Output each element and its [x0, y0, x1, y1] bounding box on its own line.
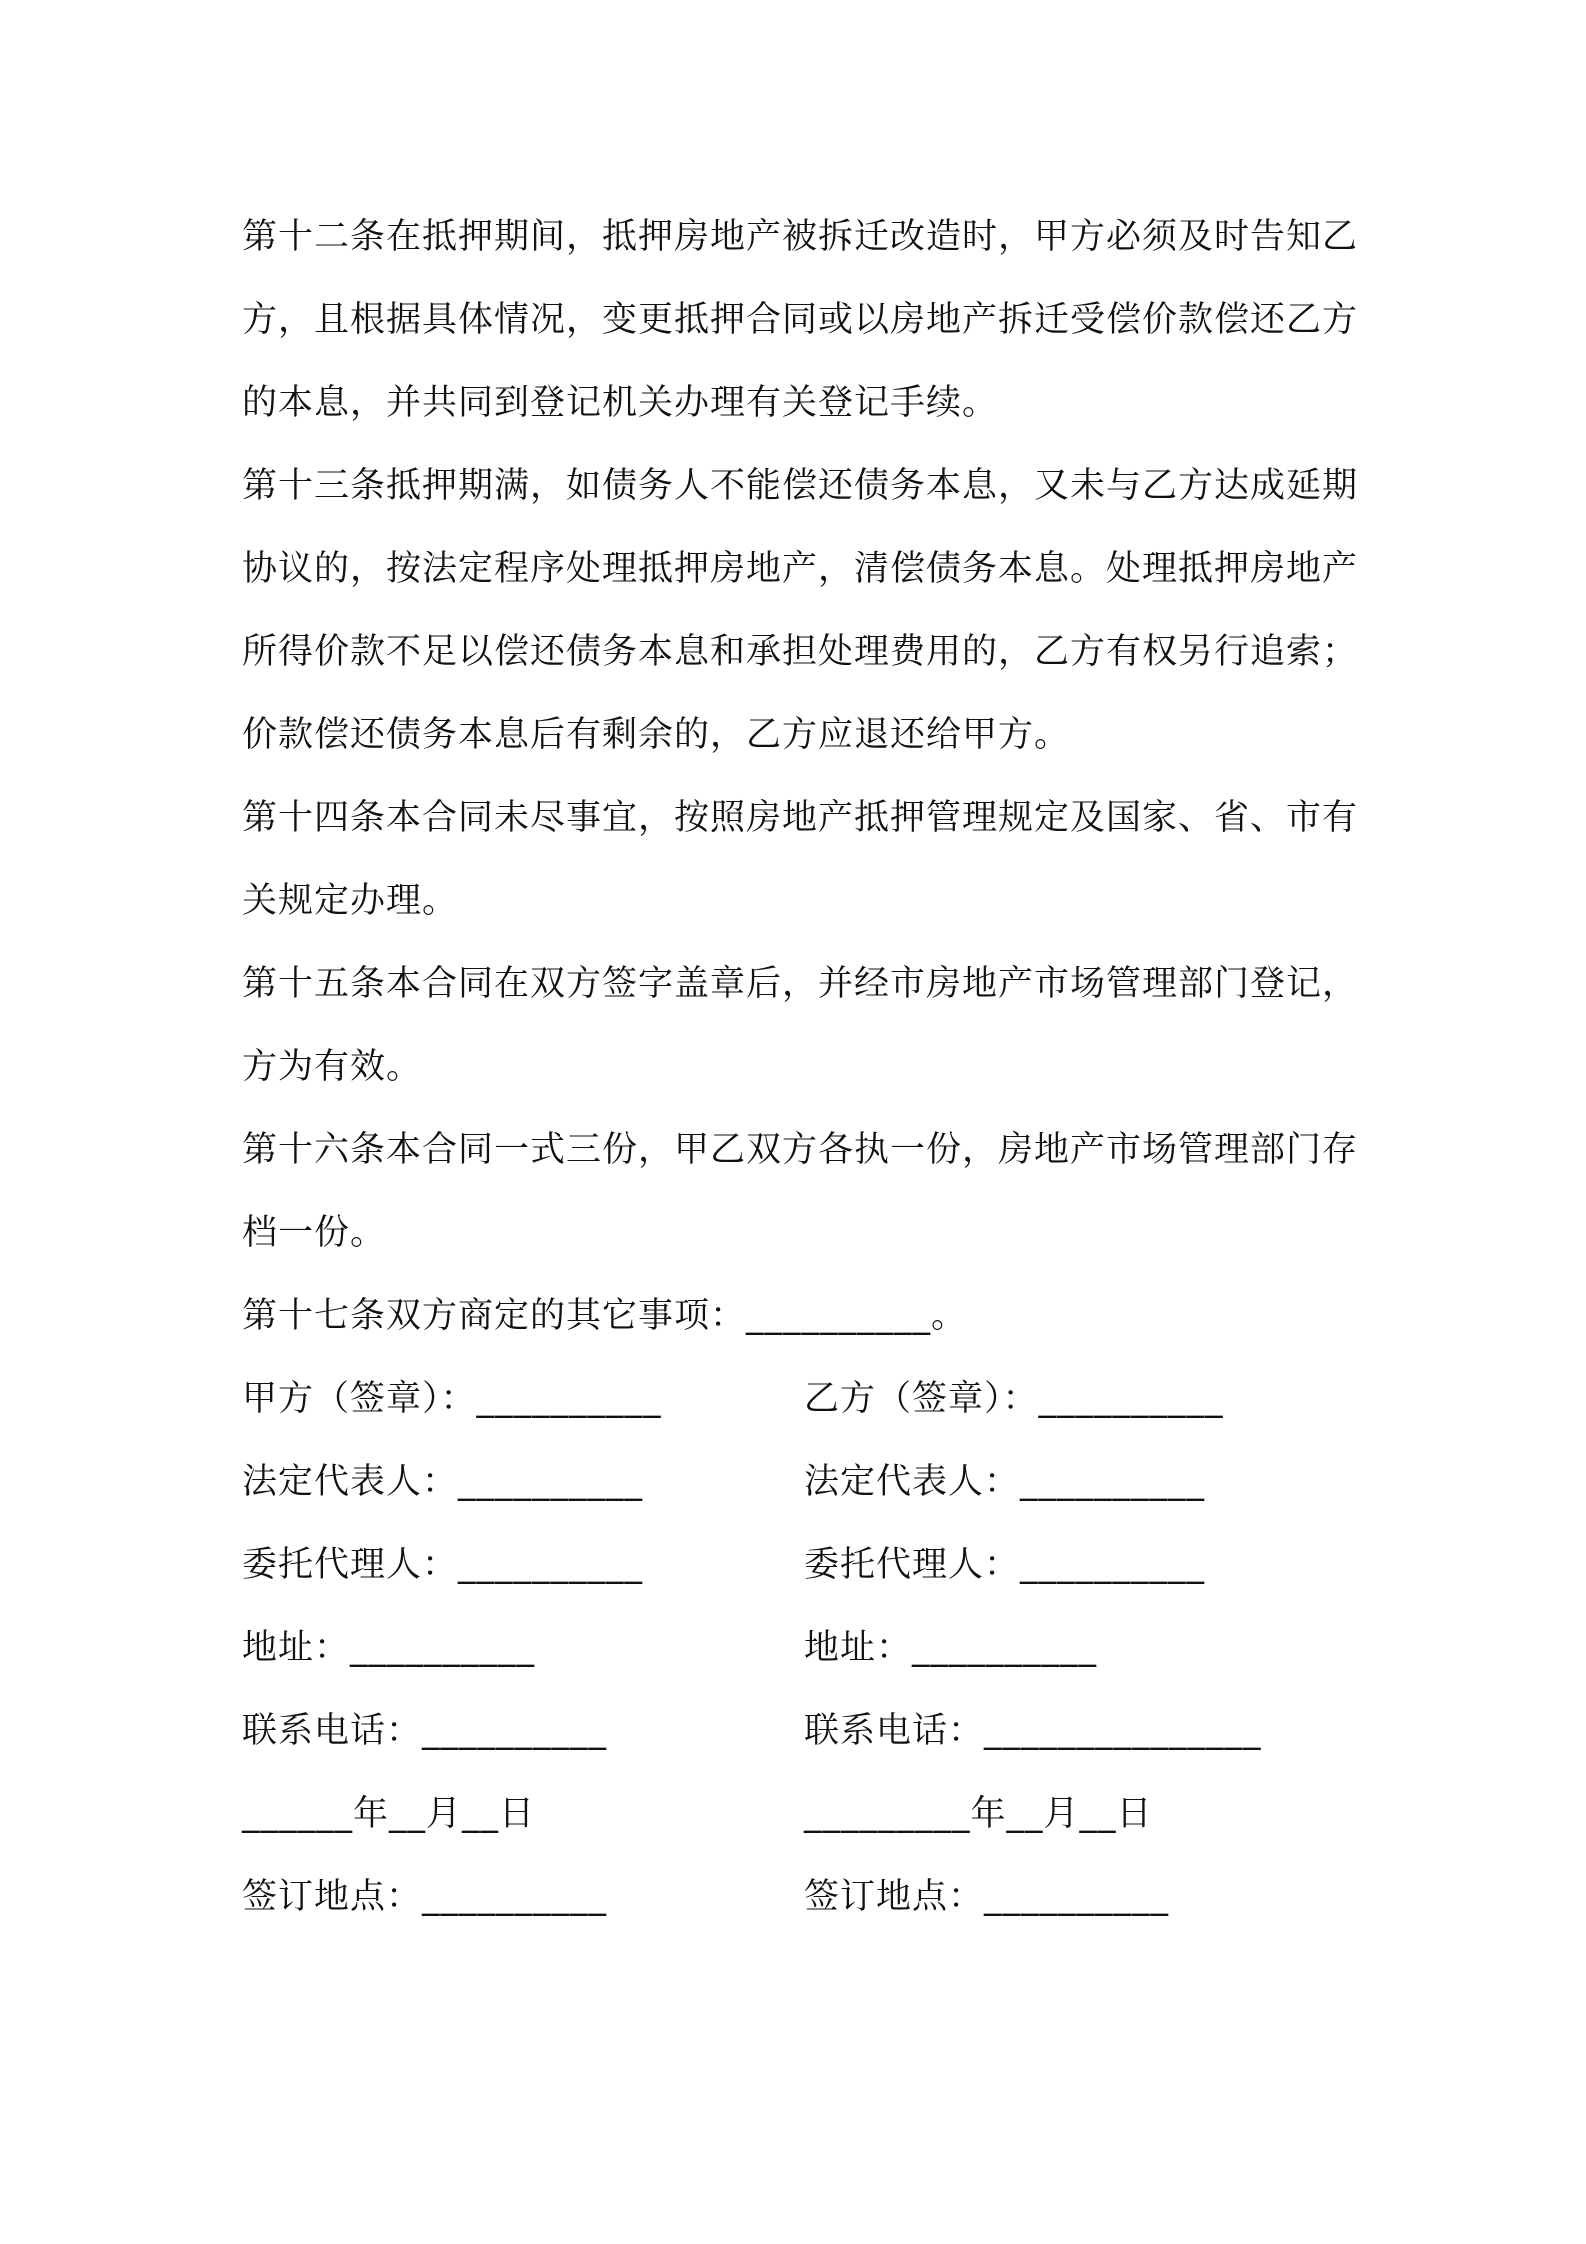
clause-17: 第十七条双方商定的其它事项：__________。 [242, 1296, 968, 1336]
party-a-place: 签订地点：__________ [242, 1877, 608, 1917]
party-b-place: 签订地点：__________ [804, 1877, 1170, 1917]
party-b-seal: 乙方（签章）：__________ [804, 1379, 1224, 1419]
signature-row-address [242, 1607, 1372, 1690]
clause-12: 第十二条在抵押期间，抵押房地产被拆迁改造时，甲方必须及时告知乙方，且根据具体情况，变更抵押合同或以房地产拆迁受偿价款偿还乙方的本息，并共同到登记机关办理有关登记手续。 [242, 217, 1359, 423]
party-a-legal-rep: 法定代表人：__________ [242, 1462, 644, 1502]
party-a-date: ______年__月__日 [242, 1794, 536, 1834]
signature-block [242, 1358, 1372, 1939]
signature-row-date [242, 1773, 1372, 1856]
party-b-legal-rep: 法定代表人：__________ [804, 1462, 1206, 1502]
party-a-address: 地址：__________ [242, 1628, 536, 1668]
clause-16: 第十六条本合同一式三份，甲乙双方各执一份，房地产市场管理部门存档一份。 [242, 1130, 1359, 1253]
signature-row-place [242, 1856, 1372, 1939]
contract-body [242, 196, 1372, 1939]
clause-13: 第十三条抵押期满，如债务人不能偿还债务本息，又未与乙方达成延期协议的，按法定程序处理抵押房地产，清偿债务本息。处理抵押房地产所得价款不足以偿还债务本息和承担处理费用的，乙方有权另行追索；价款偿还债务本息后有剩余的，乙方应退还给甲方。 [242, 466, 1359, 755]
party-a-seal: 甲方（签章）：__________ [242, 1379, 662, 1419]
party-b-date: _________年__月__日 [804, 1794, 1153, 1834]
party-b-phone: 联系电话：_______________ [804, 1711, 1262, 1751]
signature-row-legal-rep [242, 1441, 1372, 1524]
party-a-phone: 联系电话：__________ [242, 1711, 608, 1751]
signature-row-seal [242, 1358, 1372, 1441]
signature-row-phone [242, 1690, 1372, 1773]
party-b-address: 地址：__________ [804, 1628, 1098, 1668]
clause-14: 第十四条本合同未尽事宜，按照房地产抵押管理规定及国家、省、市有关规定办理。 [242, 798, 1359, 921]
party-b-agent: 委托代理人：__________ [804, 1545, 1206, 1585]
party-a-agent: 委托代理人：__________ [242, 1545, 644, 1585]
signature-row-agent [242, 1524, 1372, 1607]
clause-15: 第十五条本合同在双方签字盖章后，并经市房地产市场管理部门登记，方为有效。 [242, 964, 1359, 1087]
